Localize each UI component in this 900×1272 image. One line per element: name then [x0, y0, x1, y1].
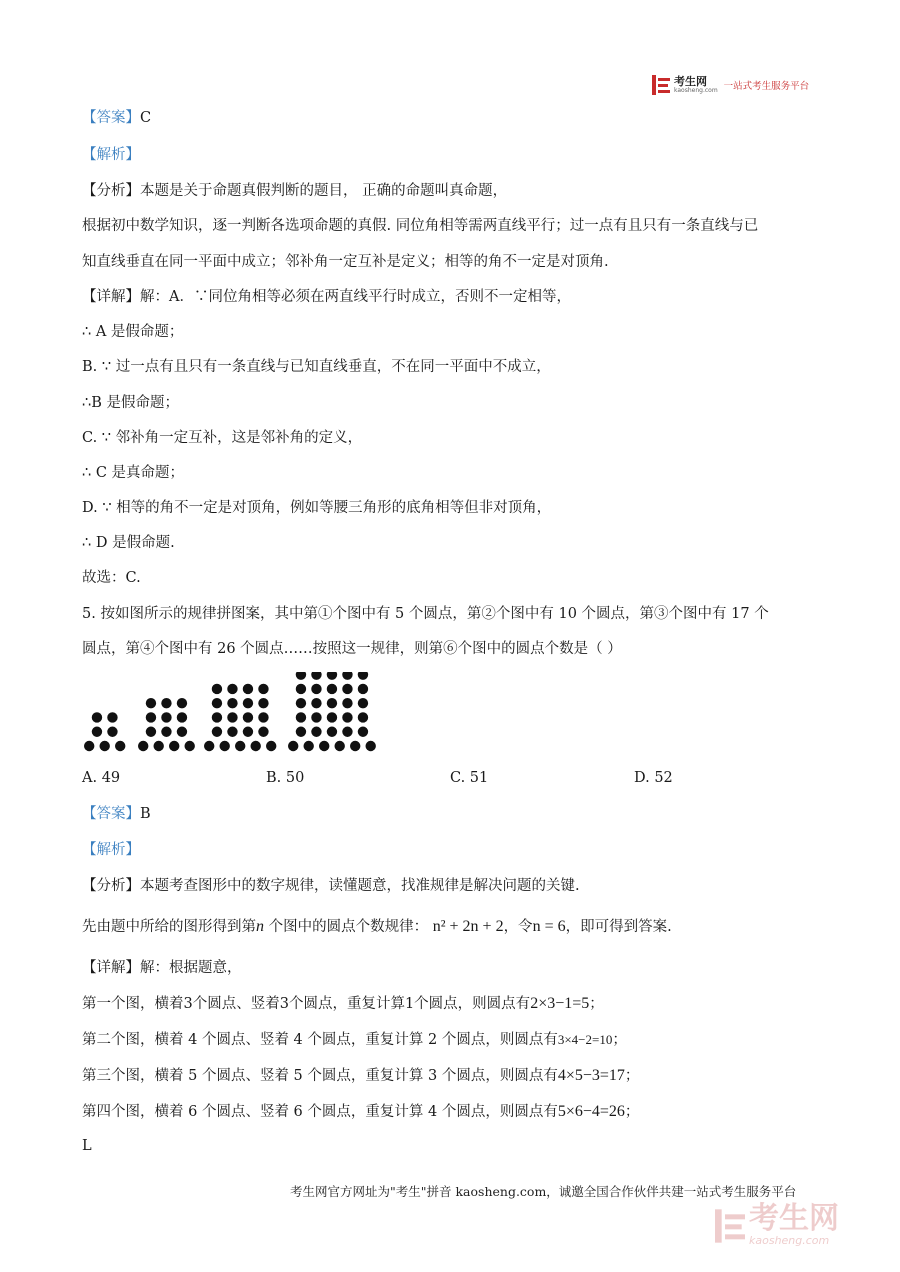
header-logo	[652, 70, 809, 100]
dot	[358, 698, 368, 708]
rule-eq: n = 6	[532, 918, 566, 935]
dot-figure-2	[138, 698, 195, 751]
dot	[366, 741, 376, 751]
dot	[258, 712, 268, 722]
q5-xiangjie-line	[82, 958, 242, 978]
watermark-logo-icon	[715, 1209, 745, 1243]
q4-fenxi-line	[82, 181, 507, 201]
xiangjie-tag: 【详解】	[82, 289, 140, 305]
step-line-1	[82, 994, 604, 1014]
trailing-mark: L	[82, 1138, 92, 1154]
step-line-4	[82, 1102, 639, 1122]
dot	[212, 698, 222, 708]
dot	[288, 741, 298, 751]
dot	[107, 712, 117, 722]
dot	[92, 727, 102, 737]
rule-formula: n² + 2n + 2	[432, 918, 504, 935]
step-line-2	[82, 1030, 627, 1050]
dot-figure-4	[288, 672, 376, 751]
dot	[177, 727, 187, 737]
q5-rule-line	[82, 917, 672, 937]
q4-a-conclusion: ∴ A 是假命题；	[82, 324, 184, 340]
dot	[342, 727, 352, 737]
dot	[146, 698, 156, 708]
q5-stem-line-1: 5. 按如图所示的规律拼图案，其中第①个图中有 5 个圆点，第②个图中有 10 个圆点，第③个图中有 17 个	[82, 606, 769, 622]
dot	[258, 698, 268, 708]
q4-b-conclusion: ∴B 是假命题；	[82, 395, 179, 411]
dot-figure-3	[204, 684, 276, 751]
dot	[296, 727, 306, 737]
q4-choice: 故选：C.	[82, 570, 141, 586]
dot	[258, 727, 268, 737]
step-calc: 2×3−1=5	[530, 995, 590, 1012]
rule-n-var: n	[256, 918, 264, 935]
kaosheng-logo-icon	[652, 75, 670, 95]
answer-tag: 【答案】	[82, 110, 140, 126]
step-text: 第三个图，横着 5 个圆点、竖着 5 个圆点，重复计算 3 个圆点，则圆点有	[82, 1068, 558, 1084]
dot	[358, 712, 368, 722]
dot	[243, 727, 253, 737]
q4-b-line: B. ∵ 过一点有且只有一条直线与已知直线垂直，不在同一平面中不成立，	[82, 359, 551, 375]
q4-text-line-2: 根据初中数学知识，逐一判断各选项命题的真假. 同位角相等需两直线平行；过一点有且只有一条直线与已	[82, 218, 759, 234]
dot	[146, 712, 156, 722]
step-line-3	[82, 1066, 639, 1086]
dot	[169, 741, 179, 751]
dot	[350, 741, 360, 751]
xiangjie-text: 解：根据题意，	[140, 960, 242, 976]
dot	[342, 684, 352, 694]
q4-c-conclusion: ∴ C 是真命题；	[82, 465, 185, 481]
option-a: A. 49	[82, 770, 121, 786]
dot	[335, 741, 345, 751]
dot	[177, 698, 187, 708]
dot	[311, 672, 321, 680]
q5-stem-line-2: 圆点，第④个图中有 26 个圆点……按照这一规律，则第⑥个图中的圆点个数是（ ）	[82, 641, 622, 657]
dot	[342, 698, 352, 708]
q4-text-line-3: 知直线垂直在同一平面中成立；邻补角一定互补是定义；相等的角不一定是对顶角.	[82, 254, 609, 270]
dot	[235, 741, 245, 751]
xiangjie-text: 解：A．∵同位角相等必须在两直线平行时成立，否则不一定相等，	[140, 289, 571, 305]
dot	[327, 712, 337, 722]
rule-mid: 个图中的圆点个数规律：	[264, 919, 429, 935]
rule-mid2: ，令	[503, 919, 533, 935]
step-text: 第一个图，横着3个圆点、竖着3个圆点，重复计算1个圆点，则圆点有	[82, 996, 531, 1012]
q5-answer-line	[82, 804, 151, 824]
dot	[311, 684, 321, 694]
analysis-tag: 【解析】	[82, 147, 140, 163]
dot	[227, 727, 237, 737]
dot	[212, 727, 222, 737]
dot	[327, 698, 337, 708]
rule-pre: 先由题中所给的图形得到第	[82, 919, 256, 935]
dot	[311, 698, 321, 708]
dot	[138, 741, 148, 751]
dot	[296, 672, 306, 680]
q4-analysis-tag	[82, 145, 140, 165]
fenxi-tag: 【分析】	[82, 878, 140, 894]
fenxi-tag: 【分析】	[82, 183, 140, 199]
dot-figure-1	[84, 712, 125, 751]
dot	[342, 672, 352, 680]
step-text: 第二个图，横着 4 个圆点、竖着 4 个圆点，重复计算 2 个圆点，则圆点有	[82, 1032, 558, 1048]
q4-c-line: C. ∵ 邻补角一定互补，这是邻补角的定义，	[82, 430, 363, 446]
xiangjie-tag: 【详解】	[82, 960, 140, 976]
answer-value: C	[140, 110, 152, 126]
dot	[227, 712, 237, 722]
watermark-domain: kaosheng.com	[749, 1234, 830, 1247]
q4-d-line: D. ∵ 相等的角不一定是对顶角，例如等腰三角形的底角相等但非对顶角，	[82, 500, 552, 516]
step-end: ；	[612, 1032, 627, 1048]
dot	[92, 712, 102, 722]
rule-n	[256, 918, 264, 935]
dot	[84, 741, 94, 751]
answer-value: B	[140, 806, 151, 822]
q5-analysis-tag	[82, 840, 140, 860]
dot	[220, 741, 230, 751]
step-end: ；	[624, 1104, 640, 1120]
q4-xiangjie-line	[82, 287, 571, 307]
dot	[342, 712, 352, 722]
fenxi-text: 本题是关于命题真假判断的题目， 正确的命题叫真命题，	[140, 183, 508, 199]
dot	[358, 672, 368, 680]
dot	[327, 684, 337, 694]
dot	[146, 727, 156, 737]
dot-pattern-svg	[80, 672, 380, 756]
dot	[258, 684, 268, 694]
option-c: C. 51	[450, 770, 489, 786]
dot	[243, 698, 253, 708]
dot	[107, 727, 117, 737]
rule-post: ，即可得到答案.	[565, 919, 672, 935]
watermark	[715, 1201, 839, 1247]
dot	[185, 741, 195, 751]
dot	[311, 712, 321, 722]
dot	[100, 741, 110, 751]
dot	[327, 672, 337, 680]
logo-name: 考生网	[674, 75, 707, 88]
footer-text: 考生网官方网址为"考生"拼音 kaosheng.com，诚邀全国合作伙伴共建一站式考生服务平台	[290, 1184, 797, 1199]
dot	[243, 684, 253, 694]
dot	[204, 741, 214, 751]
dot	[212, 712, 222, 722]
dot	[296, 712, 306, 722]
dot	[327, 727, 337, 737]
dot	[243, 712, 253, 722]
step-end: ；	[624, 1068, 640, 1084]
dot-pattern-figures	[80, 672, 380, 756]
option-b: B. 50	[266, 770, 305, 786]
logo-slogan: 一站式考生服务平台	[723, 81, 810, 92]
dot	[161, 712, 171, 722]
dot	[266, 741, 276, 751]
dot	[177, 712, 187, 722]
fenxi-text: 本题考查图形中的数字规律，读懂题意，找准规律是解决问题的关键.	[140, 878, 580, 894]
watermark-name: 考生网	[749, 1201, 839, 1236]
dot	[358, 684, 368, 694]
step-end: ；	[589, 996, 604, 1012]
dot	[161, 698, 171, 708]
option-d: D. 52	[634, 770, 673, 786]
analysis-tag: 【解析】	[82, 842, 140, 858]
q4-answer-line	[82, 108, 151, 128]
dot	[227, 684, 237, 694]
q4-d-conclusion: ∴ D 是假命题.	[82, 535, 175, 551]
step-calc: 4×5−3=17	[557, 1067, 625, 1084]
dot	[161, 727, 171, 737]
dot	[311, 727, 321, 737]
dot	[227, 698, 237, 708]
dot	[358, 727, 368, 737]
dot	[319, 741, 329, 751]
step-calc: 5×6−4=26	[557, 1103, 625, 1120]
dot	[296, 698, 306, 708]
dot	[296, 684, 306, 694]
dot	[251, 741, 261, 751]
answer-tag: 【答案】	[82, 806, 140, 822]
step-calc: 3×4−2=10	[557, 1032, 613, 1047]
dot	[304, 741, 314, 751]
dot	[115, 741, 125, 751]
q5-fenxi-line	[82, 876, 580, 896]
step-text: 第四个图，横着 6 个圆点、竖着 6 个圆点，重复计算 4 个圆点，则圆点有	[82, 1104, 558, 1120]
dot	[154, 741, 164, 751]
logo-domain: kaosheng.com	[674, 87, 718, 94]
dot	[212, 684, 222, 694]
q5-options	[82, 770, 782, 792]
